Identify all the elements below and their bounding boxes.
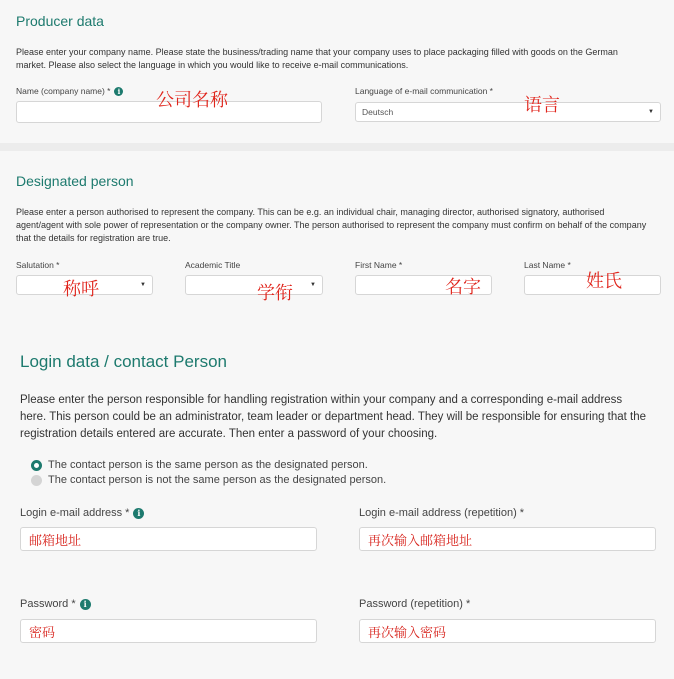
designated-title: Designated person [16, 173, 134, 189]
radio-unselected-icon[interactable] [31, 475, 42, 486]
radio-selected-icon[interactable] [31, 460, 42, 471]
first-name-annotation: 名字 [445, 277, 481, 298]
login-section [0, 321, 674, 679]
password-repetition-label: Password (repetition) * [359, 598, 471, 610]
designated-section [0, 151, 674, 321]
info-icon[interactable]: i [80, 599, 91, 610]
last-name-annotation: 姓氏 [586, 271, 622, 292]
first-name-label: First Name * [355, 260, 403, 270]
producer-intro: Please enter your company name. Please state the business/trading name that your company uses to place packaging filled with goods on the German market. Please also select the language in which you would like to receive e-mail communications. [16, 47, 618, 70]
last-name-label: Last Name * [524, 260, 571, 270]
chevron-down-icon: ▼ [140, 282, 146, 288]
chevron-down-icon: ▼ [310, 282, 316, 288]
designated-intro: Please enter a person authorised to represent the company. This can be e.g. an individual chair, managing director, authorised signatory, authorised agent/agent with sole power of representation or the company owner. The person authorised to represent the company must confirm on behalf of the company that the details for registration are true. [16, 207, 647, 243]
language-label: Language of e-mail communication * [355, 86, 493, 96]
radio-not-same-person[interactable]: The contact person is not the same person as the designated person. [31, 474, 386, 486]
password-label: Password * i [20, 598, 91, 610]
login-title: Login data / contact Person [20, 352, 227, 371]
password-repetition-input[interactable]: 再次输入密码 [359, 619, 656, 643]
radio-same-person[interactable]: The contact person is the same person as the designated person. [31, 459, 368, 471]
company-name-annotation: 公司名称 [156, 90, 228, 111]
email-label: Login e-mail address * i [20, 507, 144, 519]
password-input[interactable]: 密码 [20, 619, 317, 643]
login-intro: Please enter the person responsible for handling registration within your company and a corresponding e-mail address here. This person could be an administrator, team leader or department head. They will be responsible for ensuring that the registration details entered are accurate. Then enter a password of your choosing. [20, 394, 647, 440]
language-annotation: 语言 [524, 95, 560, 116]
producer-section [0, 0, 674, 143]
email-repetition-label: Login e-mail address (repetition) * [359, 507, 525, 519]
salutation-annotation: 称呼 [63, 279, 99, 300]
company-name-label: Name (company name) * i [16, 86, 123, 96]
language-select[interactable]: Deutsch ▼ [355, 102, 661, 122]
info-icon[interactable]: i [114, 87, 123, 96]
email-repetition-input[interactable]: 再次输入邮箱地址 [359, 527, 656, 551]
email-input[interactable]: 邮箱地址 [20, 527, 317, 551]
academic-title-annotation: 学衔 [257, 283, 293, 304]
academic-title-label: Academic Title [185, 260, 241, 270]
chevron-down-icon: ▼ [648, 109, 654, 115]
academic-title-select[interactable] [185, 275, 323, 295]
salutation-label: Salutation * [16, 260, 60, 270]
producer-title: Producer data [16, 13, 104, 29]
info-icon[interactable]: i [133, 508, 144, 519]
